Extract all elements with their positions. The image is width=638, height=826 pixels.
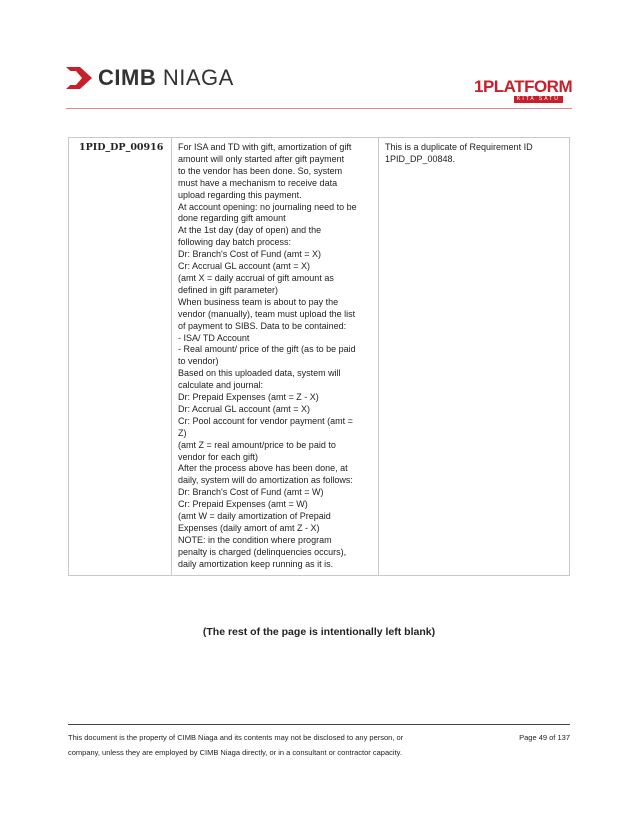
text-line: Dr: Branch's Cost of Fund (amt = X)	[178, 249, 322, 260]
text-line: Dr: Prepaid Expenses (amt = Z - X)	[178, 392, 319, 403]
table-row	[69, 138, 570, 576]
brand-left-bold: CIMB	[98, 65, 157, 90]
footer-disclaimer	[68, 730, 488, 760]
text-line: amount will only started after gift payment	[178, 153, 345, 164]
brand-left-light: NIAGA	[156, 65, 234, 90]
text-line: to the vendor has been done. So, system	[178, 165, 343, 176]
text-line: upload regarding this payment.	[178, 189, 302, 200]
header-divider	[66, 108, 572, 109]
text-line: vendor (manually), team must upload the list	[178, 308, 356, 319]
text-line: of payment to SIBS. Data to be contained:	[178, 320, 347, 331]
text-line: - ISA/ TD Account	[178, 332, 250, 343]
text-line: Cr: Accrual GL account (amt = X)	[178, 261, 310, 272]
text-line: 1PID_DP_00848.	[385, 153, 456, 164]
text-line: Based on this uploaded data, system will	[178, 368, 341, 379]
text-line: calculate and journal:	[178, 380, 264, 391]
text-line: (amt Z = real amount/price to be paid to	[178, 439, 336, 450]
cimb-niaga-logo	[66, 67, 234, 89]
text-line: daily amortization keep running as it is.	[178, 558, 334, 569]
1platform-logo	[474, 78, 572, 104]
page-number: Page 49 of 137	[519, 733, 570, 742]
text-line: (amt X = daily accrual of gift amount as	[178, 272, 334, 283]
requirement-id: 1PID_DP_00916	[69, 138, 172, 576]
cimb-logo-mark-icon	[66, 67, 92, 89]
text-line: This is a duplicate of Requirement ID	[385, 142, 533, 152]
requirement-table	[68, 137, 570, 576]
text-line: Dr: Accrual GL account (amt = X)	[178, 403, 310, 414]
text-line: (amt W = daily amortization of Prepaid	[178, 511, 331, 522]
text-line: daily, system will do amortization as follows:	[178, 475, 353, 486]
brand-right-sub: KITA SATU	[514, 96, 563, 103]
text-line: - Real amount/ price of the gift (as to be paid	[178, 344, 356, 355]
text-line: Cr: Prepaid Expenses (amt = W)	[178, 499, 308, 510]
text-line: For ISA and TD with gift, amortization of gift	[178, 142, 352, 152]
disclaimer-line: company, unless they are employed by CIMB Niaga directly, or in a consultant or contractor capacity.	[68, 748, 402, 757]
text-line: At the 1st day (day of open) and the	[178, 225, 322, 236]
text-line: Cr: Pool account for vendor payment (amt =	[178, 415, 353, 426]
blank-page-note: (The rest of the page is intentionally left blank)	[202, 626, 436, 638]
text-line: Expenses (daily amort of amt Z - X)	[178, 523, 320, 533]
text-line: At account opening: no journaling need to be	[178, 201, 357, 212]
text-line: must have a mechanism to receive data	[178, 177, 338, 188]
text-line: After the process above has been done, at	[178, 463, 348, 474]
text-line: Dr: Branch's Cost of Fund (amt = W)	[178, 487, 324, 498]
text-line: NOTE: in the condition where program	[178, 534, 332, 545]
footer-divider	[68, 724, 570, 725]
text-line: Z)	[178, 427, 187, 438]
brand-right-main: 1PLATFORM	[474, 77, 573, 96]
text-line: to vendor)	[178, 356, 219, 367]
requirement-description	[172, 138, 379, 576]
disclaimer-line: This document is the property of CIMB Niaga and its contents may not be disclosed to any person, or	[68, 733, 404, 742]
page-header	[0, 0, 638, 110]
text-line: penalty is charged (delinquencies occurs),	[178, 546, 347, 557]
text-line: defined in gift parameter)	[178, 284, 279, 295]
text-line: done regarding gift amount	[178, 213, 286, 224]
text-line: vendor for each gift)	[178, 451, 259, 462]
text-line: When business team is about to pay the	[178, 296, 339, 307]
requirement-remarks	[379, 138, 570, 576]
text-line: following day batch process:	[178, 237, 292, 248]
